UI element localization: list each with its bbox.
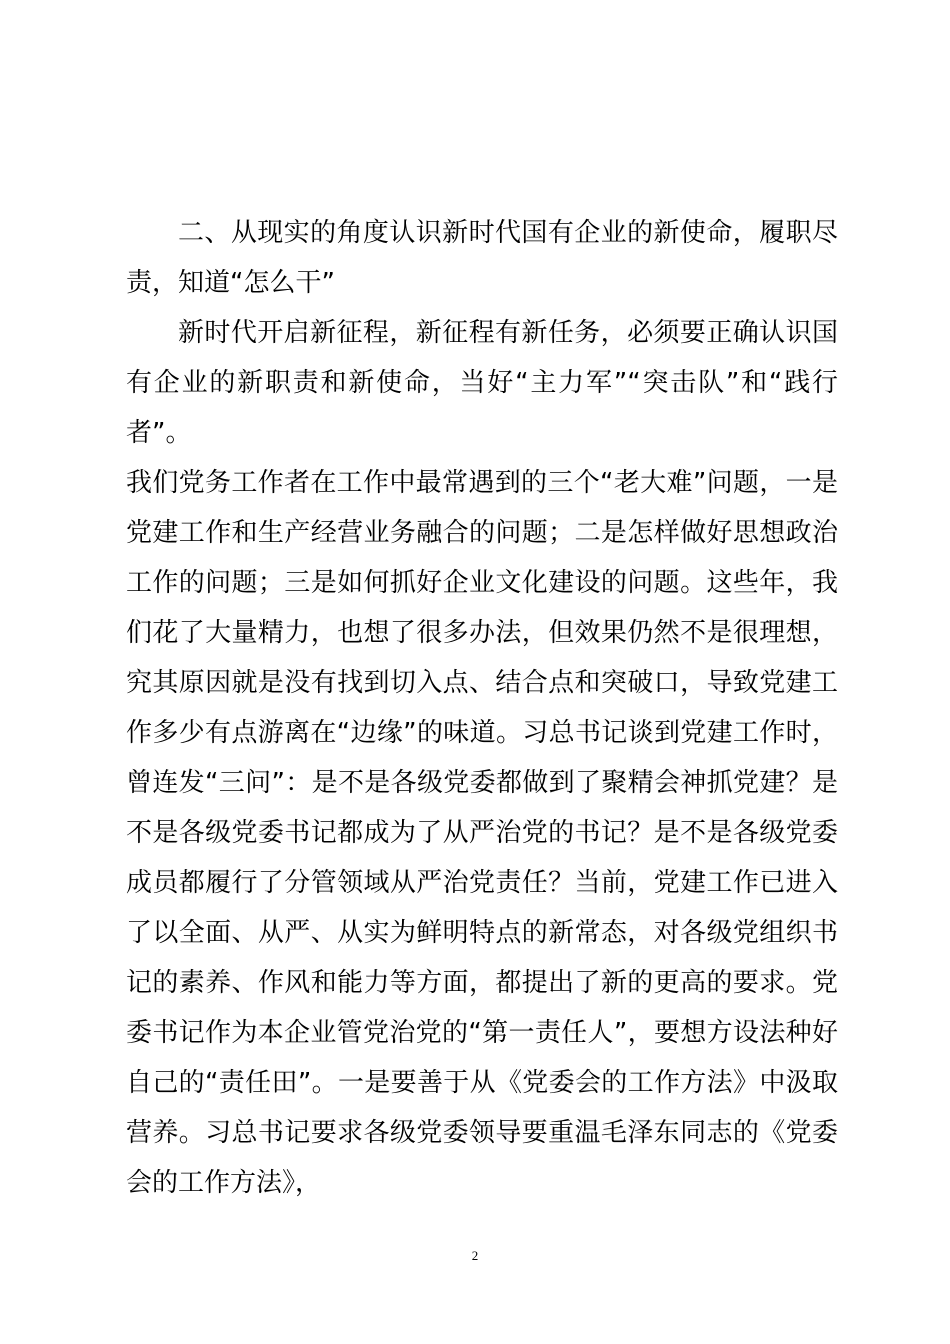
document-body [126,208,838,1208]
body-paragraph: 我们党务工作者在工作中最常遇到的三个“老大难”问题，一是党建工作和生产经营业务融合的问题；二是怎样做好思想政治工作的问题；三是如何抓好企业文化建设的问题。这些年，我们花了大量精力，也想了很多办法，但效果仍然不是很理想，究其原因就是没有找到切入点、结合点和突破口，导致党建工作多少有点游离在“边缘”的味道。习总书记谈到党建工作时，曾连发“三问”：是不是各级党委都做到了聚精会神抓党建？是不是各级党委书记都成为了从严治党的书记？是不是各级党委成员都履行了分管领域从严治党责任？当前，党建工作已进入了以全面、从严、从实为鲜明特点的新常态，对各级党组织书记的素养、作风和能力等方面，都提出了新的更高的要求。党委书记作为本企业管党治党的“第一责任人”，要想方设法种好自己的“责任田”。一是要善于从《党委会的工作方法》中汲取营养。习总书记要求各级党委领导要重温毛泽东同志的《党委会的工作方法》， [126,468,838,1198]
section-heading: 二、从现实的角度认识新时代国有企业的新使命，履职尽责，知道“怎么干” [126,218,838,298]
intro-paragraph: 新时代开启新征程，新征程有新任务，必须要正确认识国有企业的新职责和新使命，当好“主力军”“突击队”和“践行者”。 [126,318,838,448]
page-number: 2 [471,1248,479,1263]
